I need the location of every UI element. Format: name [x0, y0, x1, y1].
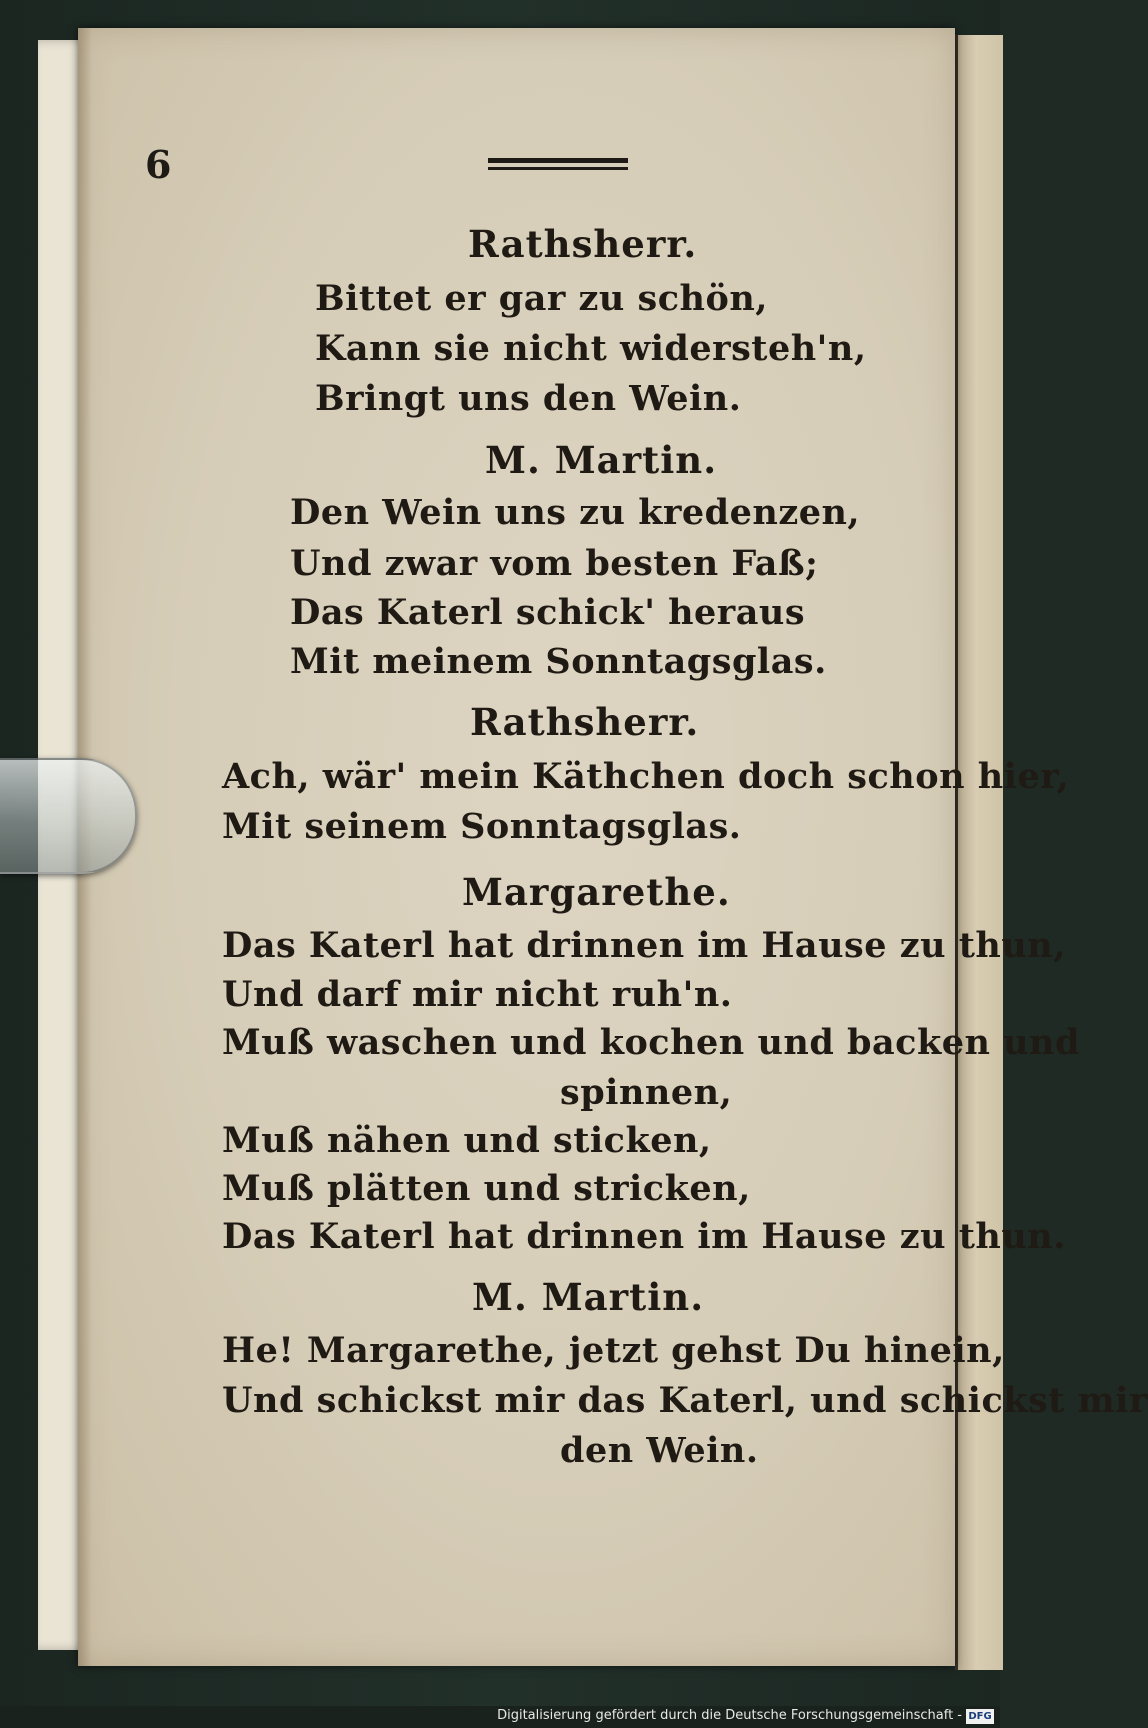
speaker-heading: M. Martin. — [485, 438, 718, 482]
verse-line: Muß waschen und kochen und backen und — [222, 1022, 1080, 1063]
speaker-heading: M. Martin. — [472, 1275, 705, 1319]
speaker-heading: Rathsherr. — [468, 222, 698, 266]
verse-line: Das Katerl hat drinnen im Hause zu thun, — [222, 925, 1066, 966]
page-clip-bookmark — [0, 758, 137, 874]
verse-line: Muß nähen und sticken, — [222, 1120, 712, 1161]
verse-line: Kann sie nicht widersteh'n, — [315, 328, 867, 369]
page-number: 6 — [145, 142, 172, 187]
verse-line: Bringt uns den Wein. — [315, 378, 742, 419]
speaker-heading: Margarethe. — [462, 870, 731, 914]
verse-line: He! Margarethe, jetzt gehst Du hinein, — [222, 1330, 1005, 1371]
verse-line: Und schickst mir das Katerl, und schickst mir — [222, 1380, 1148, 1421]
verse-line: Muß plätten und stricken, — [222, 1168, 751, 1209]
verse-line: Mit meinem Sonntagsglas. — [290, 641, 827, 682]
verse-line: Das Katerl schick' heraus — [290, 592, 806, 633]
verse-line: Das Katerl hat drinnen im Hause zu thun. — [222, 1216, 1066, 1257]
dfg-logo-badge: DFG — [966, 1709, 994, 1724]
verse-line: Und zwar vom besten Faß; — [290, 543, 819, 584]
verse-line: Und darf mir nicht ruh'n. — [222, 974, 733, 1015]
verse-line-continuation: spinnen, — [560, 1072, 733, 1113]
verse-line-continuation: den Wein. — [560, 1430, 759, 1471]
verse-line: Mit seinem Sonntagsglas. — [222, 806, 742, 847]
verse-line: Den Wein uns zu kredenzen, — [290, 492, 861, 533]
digitization-credit: Digitalisierung gefördert durch die Deutsche Forschungsgemeinschaft - — [497, 1708, 962, 1723]
speaker-heading: Rathsherr. — [470, 700, 700, 744]
verse-line: Ach, wär' mein Käthchen doch schon hier, — [222, 756, 1070, 797]
verse-line: Bittet er gar zu schön, — [315, 278, 768, 319]
